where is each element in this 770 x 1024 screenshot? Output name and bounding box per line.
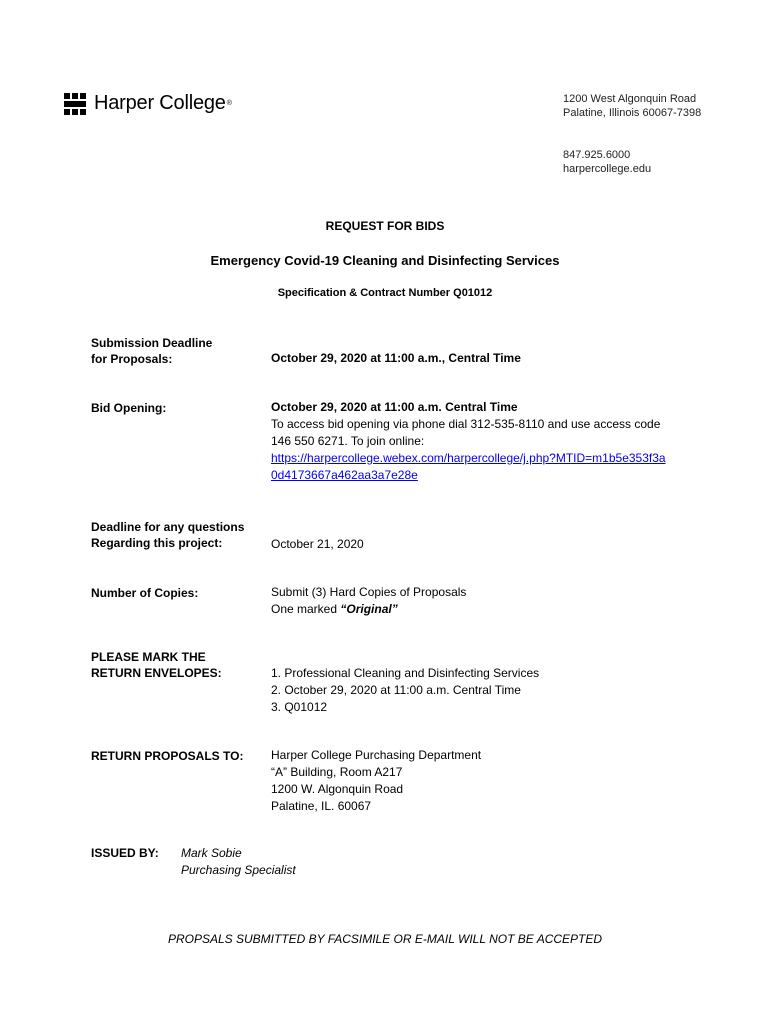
copies-label: Number of Copies: <box>91 586 199 600</box>
submission-deadline-value: October 29, 2020 at 11:00 a.m., Central Time <box>271 351 521 365</box>
logo-registered-mark: ® <box>226 100 232 107</box>
bid-opening-label: Bid Opening: <box>91 401 167 415</box>
bid-opening-phone-line: To access bid opening via phone dial 312-535-8110 and use access code <box>271 417 661 431</box>
submission-deadline-label <box>91 335 212 367</box>
return-address-line: Harper College Purchasing Department <box>271 748 482 762</box>
address-line-1: 1200 West Algonquin Road <box>563 93 697 105</box>
return-address-line: “A” Building, Room A217 <box>271 765 403 779</box>
issuer-block <box>181 845 296 879</box>
envelopes-label-line-2: RETURN ENVELOPES: <box>91 666 222 680</box>
return-address-line: Palatine, IL. 60067 <box>271 799 372 813</box>
envelopes-list <box>271 665 539 716</box>
website: harpercollege.edu <box>563 163 652 175</box>
list-item: 3. Q01012 <box>271 700 328 714</box>
submission-notice: PROPSALS SUBMITTED BY FACSIMILE OR E-MAIL WILL NOT BE ACCEPTED <box>167 932 603 946</box>
bid-opening-link-2[interactable]: 0d4173667a462aa3a7e28e <box>271 468 418 482</box>
copies-line-2 <box>271 601 466 618</box>
bid-opening-code-line: 146 550 6271. To join online: <box>271 434 425 448</box>
copies-line-1: Submit (3) Hard Copies of Proposals <box>271 585 467 599</box>
logo-text: Harper College <box>94 92 226 114</box>
list-item: 1. Professional Cleaning and Disinfecting Services <box>271 666 540 680</box>
return-address-line: 1200 W. Algonquin Road <box>271 782 404 796</box>
contact-block <box>563 148 651 176</box>
harper-logo-icon <box>64 93 86 115</box>
bid-opening-datetime: October 29, 2020 at 11:00 a.m. Central Time <box>271 400 518 414</box>
project-title: Emergency Covid-19 Cleaning and Disinfecting Services <box>210 253 560 268</box>
copies-original-mark: “Original” <box>340 602 398 616</box>
address-block <box>563 92 701 120</box>
questions-label-line-2: Regarding this project: <box>91 536 223 550</box>
return-proposals-label: RETURN PROPOSALS TO: <box>91 749 244 763</box>
document-heading: REQUEST FOR BIDS <box>325 219 445 233</box>
copies-value <box>271 584 466 618</box>
list-item: 2. October 29, 2020 at 11:00 a.m. Central Time <box>271 683 521 697</box>
questions-deadline-value: October 21, 2020 <box>271 537 364 551</box>
submission-label-line-2: for Proposals: <box>91 352 173 366</box>
return-address <box>271 747 481 815</box>
questions-deadline-label <box>91 519 244 551</box>
copies-line-2-prefix: One marked <box>271 602 341 616</box>
harper-college-logo <box>64 92 232 115</box>
address-line-2: Palatine, Illinois 60067-7398 <box>563 107 702 119</box>
spec-number: Specification & Contract Number Q01012 <box>277 287 493 299</box>
envelopes-label-line-1: PLEASE MARK THE <box>91 650 206 664</box>
bid-opening-link-1[interactable]: https://harpercollege.webex.com/harpercollege/j.php?MTID=m1b5e353f3a <box>271 451 666 465</box>
submission-label-line-1: Submission Deadline <box>91 336 213 350</box>
issuer-name: Mark Sobie <box>181 846 242 860</box>
issuer-title: Purchasing Specialist <box>181 863 296 877</box>
bid-opening-details <box>271 399 666 484</box>
questions-label-line-1: Deadline for any questions <box>91 520 245 534</box>
issued-by-label: ISSUED BY: <box>91 846 159 860</box>
phone-number: 847.925.6000 <box>563 149 631 161</box>
envelopes-label <box>91 649 222 681</box>
